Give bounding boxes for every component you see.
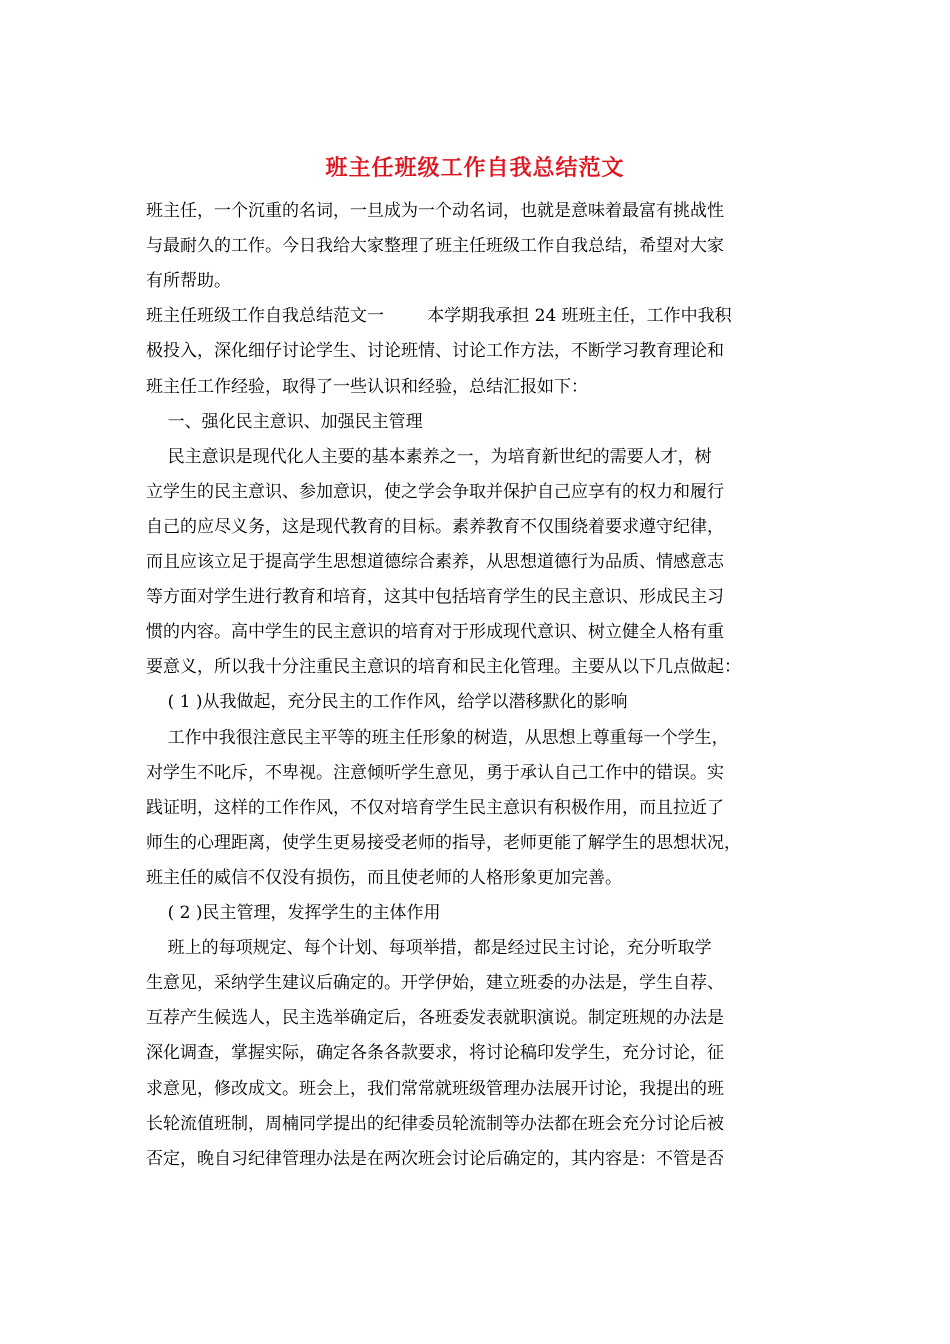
body-line: 否定，晚自习纪律管理办法是在两次班会讨论后确定的，其内容是：不管是否 bbox=[146, 1148, 724, 1169]
body-line: 班主任班级工作自我总结范文一 本学期我承担 24 班班主任，工作中我积 bbox=[146, 306, 732, 327]
body-line: 有所帮助。 bbox=[146, 271, 231, 292]
body-line: 师生的心理距离，使学生更易接受老师的指导，老师更能了解学生的思想状况， bbox=[146, 832, 741, 853]
body-line: 极投入，深化细仔讨论学生、讨论班情、讨论工作方法，不断学习教育理论和 bbox=[146, 341, 724, 362]
body-line: 要意义，所以我十分注重民主意识的培育和民主化管理。主要从以下几点做起： bbox=[146, 657, 741, 678]
body-line: 而且应该立足于提高学生思想道德综合素养，从思想道德行为品质、情感意志 bbox=[146, 552, 724, 572]
body-line: 求意见，修改成文。班会上，我们常常就班级管理办法展开讨论，我提出的班 bbox=[146, 1078, 724, 1099]
body-line: 生意见，采纳学生建议后确定的。开学伊始，建立班委的办法是，学生自荐、 bbox=[146, 973, 724, 994]
body-line: 长轮流值班制，周楠同学提出的纪律委员轮流制等办法都在班会充分讨论后被 bbox=[146, 1113, 724, 1134]
body-line: 班主任工作经验，取得了一些认识和经验，总结汇报如下： bbox=[146, 376, 588, 397]
body-line: 一、强化民主意识、加强民主管理 bbox=[146, 411, 423, 432]
body-line: 深化调查，掌握实际，确定各条各款要求，将讨论稿印发学生，充分讨论，征 bbox=[146, 1043, 724, 1064]
body-line: 民主意识是现代化人主要的基本素养之一，为培育新世纪的需要人才，树 bbox=[146, 446, 712, 467]
body-line: 对学生不叱斥，不卑视。注意倾听学生意见，勇于承认自己工作中的错误。实 bbox=[146, 762, 724, 783]
body-line: 工作中我很注意民主平等的班主任形象的树造，从思想上尊重每一个学生， bbox=[146, 727, 729, 748]
body-line: 立学生的民主意识、参加意识，使之学会争取并保护自己应享有的权力和履行 bbox=[146, 481, 724, 502]
body-line: 班上的每项规定、每个计划、每项举措，都是经过民主讨论，充分听取学 bbox=[146, 938, 712, 959]
body-line: 班主任，一个沉重的名词，一旦成为一个动名词，也就是意味着最富有挑战性 bbox=[146, 201, 724, 221]
body-line: 践证明，这样的工作作风，不仅对培育学生民主意识有积极作用，而且拉近了 bbox=[146, 797, 724, 818]
body-line: 与最耐久的工作。今日我给大家整理了班主任班级工作自我总结，希望对大家 bbox=[146, 236, 724, 257]
body-line: 自己的应尽义务，这是现代教育的目标。素养教育不仅围绕着要求遵守纪律， bbox=[146, 516, 724, 537]
body-line: ( 2 )民主管理，发挥学生的主体作用 bbox=[146, 903, 441, 923]
body-line: 互荐产生候选人，民主选举确定后，各班委发表就职演说。制定班规的办法是 bbox=[146, 1008, 724, 1029]
body-line: ( 1 )从我做起，充分民主的工作作风，给学以潜移默化的影响 bbox=[146, 692, 628, 713]
body-line: 等方面对学生进行教育和培育，这其中包括培育学生的民主意识、形成民主习 bbox=[146, 587, 724, 608]
document-title: 班主任班级工作自我总结范文 bbox=[325, 155, 625, 181]
body-line: 惯的内容。高中学生的民主意识的培育对于形成现代意识、树立健全人格有重 bbox=[146, 622, 724, 643]
body-line: 班主任的威信不仅没有损伤，而且使老师的人格形象更加完善。 bbox=[146, 867, 622, 888]
